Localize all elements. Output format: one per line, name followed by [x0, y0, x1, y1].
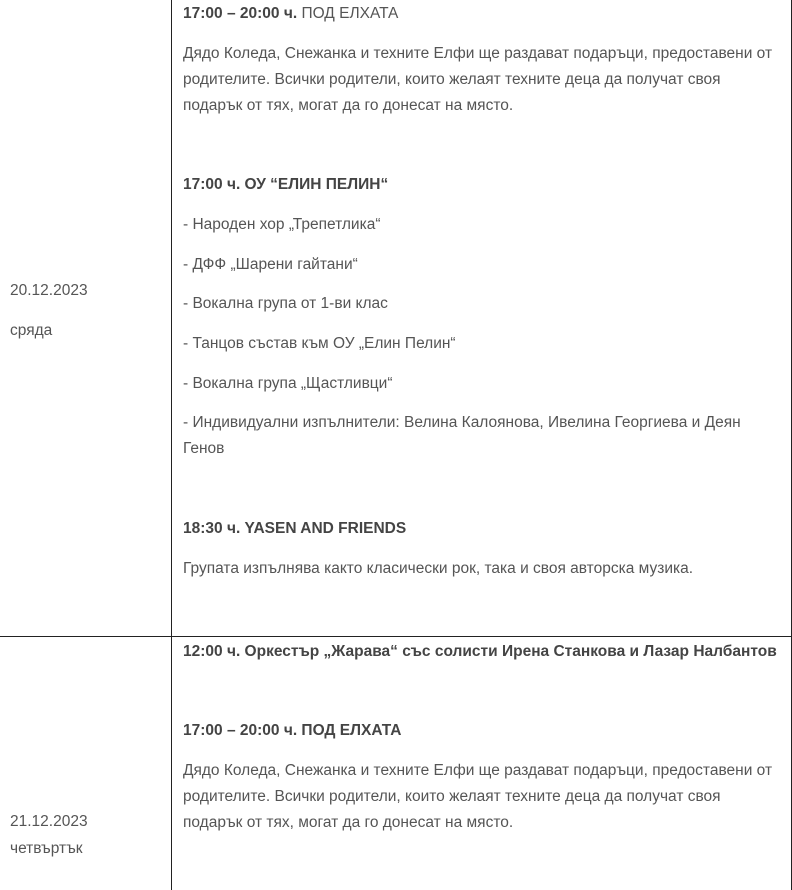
- date-cell: [0, 637, 172, 890]
- performer-item: - Народен хор „Трепетлика“: [183, 216, 381, 233]
- program-cell: [172, 0, 792, 636]
- event-description: Дядо Коледа, Снежанка и техните Елфи ще раздават подаръци, предоставени от родителите. Всички родители, които желаят техните деца да получат своя подарък от тях, могат да го донесат на място.: [183, 762, 773, 831]
- event-heading-elf: 17:00 – 20:00 ч. ПОД ЕЛХАТА: [183, 722, 402, 739]
- event-heading-orchestra: 12:00 ч. Оркестър „Жарава“ със солисти Ирена Станкова и Лазар Налбантов: [183, 643, 777, 660]
- event-weekday: четвъртък: [10, 840, 83, 857]
- event-place: ПОД ЕЛХАТА: [297, 5, 399, 22]
- performer-item: - Вокална група „Щастливци“: [183, 375, 393, 392]
- program-cell: [172, 637, 792, 890]
- schedule-row: [0, 636, 792, 890]
- performer-item: - Индивидуални изпълнители: Велина Калоянова, Ивелина Георгиева и Деян Генов: [183, 414, 741, 457]
- date-cell: [0, 0, 172, 636]
- event-weekday: сряда: [10, 322, 53, 339]
- event-description: Групата изпълнява както класически рок, така и своя авторска музика.: [183, 560, 694, 577]
- event-heading-band: 18:30 ч. YASEN AND FRIENDS: [183, 520, 407, 537]
- performer-item: - Вокална група от 1-ви клас: [183, 295, 388, 312]
- event-date: 20.12.2023: [10, 282, 88, 299]
- event-time: 17:00 – 20:00 ч.: [183, 5, 298, 22]
- event-heading-school: 17:00 ч. ОУ “ЕЛИН ПЕЛИН“: [183, 176, 389, 193]
- event-date: 21.12.2023: [10, 813, 88, 830]
- performer-item: - Танцов състав към ОУ „Елин Пелин“: [183, 335, 456, 352]
- performer-item: - ДФФ „Шарени гайтани“: [183, 256, 358, 273]
- event-description: Дядо Коледа, Снежанка и техните Елфи ще раздават подаръци, предоставени от родителите. Всички родители, които желаят техните деца да получат своя подарък от тях, могат да го донесат на място.: [183, 45, 773, 114]
- event-heading-elf: [183, 1, 398, 27]
